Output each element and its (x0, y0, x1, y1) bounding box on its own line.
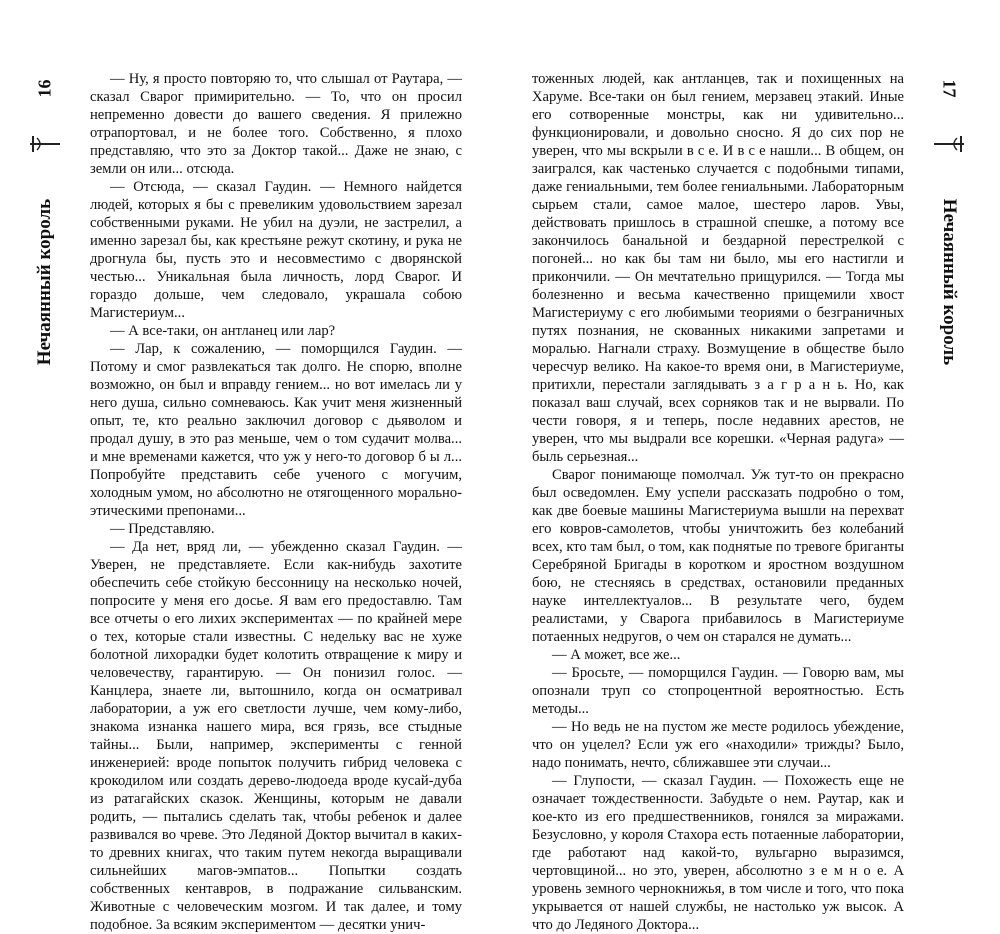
paragraph: — А может, все же... (552, 647, 681, 663)
paragraph: — Ну, я просто повторяю то, что слышал от Раутара, — сказал Сварог примирительно. — То, что он просил непременно довести до вашего сведения. Я прилежно отрапортовал, и не более того. Собственно, я плохо представляю, что это за Доктор такой... Даже не знаю, с земли он или... отсюда. (90, 71, 462, 177)
paragraph: — Представляю. (110, 521, 215, 537)
page-number: 16 (34, 79, 55, 97)
sword-emblem-icon (30, 114, 60, 174)
right-page (500, 0, 1000, 933)
paragraph: — Бросьте, — поморщился Гаудин. — Говорю вам, мы опознали труп со стопроцентной вероятностью. Есть методы... (532, 665, 904, 717)
paragraph: — А все-таки, он антланец или лар? (110, 323, 336, 339)
paragraph: — Отсюда, — сказал Гаудин. — Немного найдется людей, которых я бы с превеликим удовольствием зарезал собственными руками. Не убил на дуэли, не застрелил, а именно зарезал бы, как крестьяне режут скотину, и рука не дрогнула бы, пусть это и несовместимо с дворянской честью... Уникальная была личность, лорд Сварог. И гораздо дольше, чем следовало, украшала собою Магистериум... (90, 179, 462, 321)
left-page (0, 0, 500, 933)
paragraph: — Но ведь не на пустом же месте родилось убеждение, что он уцелел? Если уж его «находили» трижды? Было, надо понимать, нечто, сближавшее эти случаи... (532, 719, 904, 771)
paragraph: — Да нет, вряд ли, — убежденно сказал Гаудин. — Уверен, не представляете. Если как-нибудь захотите обеспечить себе стойкую бессонницу на несколько ночей, попросите у меня его досье. Я вам его предоставлю. Там все отчеты о его лихих экспериментах — по крайней мере о тех, которые стали известны. С недельку вас не хуже болотной лихорадки будет колотить отвращение к миру и человечеству, гарантирую. — Он понизил голос. — Канцлера, знаете ли, вытошнило, когда он осматривал лаборатории, а уж его светлости лучше, чем кому-либо, знакома изнанка нашего мира, вся грязь, все стыдные тайны... Были, например, эксперименты с генной инженерией: вроде попыток получить гибрид человека с крокодилом или создать дерево-людоеда вроде кусай-дуба из ратагайских сказок. Женщины, которым не давали родить, — пытались сделать так, чтобы ребенок и далее развивался во чреве. Это Ледяной Доктор вычитал в каких-то древних книгах, что таким путем некогда выращивали сильнейших магов-эмпатов... Попытки создать собственных кентавров, в подражание сильванским. Животные с человеческим мозгом. И так далее, и тому подобное. За всяким экспериментом — десятки унич- (90, 539, 462, 933)
left-running-header (30, 70, 60, 390)
left-body-text (90, 70, 462, 934)
page-number: 17 (939, 79, 960, 97)
right-running-header (934, 70, 964, 390)
running-title: Нечаянный король (939, 198, 961, 366)
paragraph: тоженных людей, как антланцев, так и похищенных на Харуме. Все-таки он был гением, мерзавец этакий. Иные его сотворенные монстры, как ни удивительно... функционировали, и довольно сносно. Я до сих пор не уверен, что мы вскрыли в с е. И в с е нашли... В общем, он заигрался, как частенько случается с подобными типами, даже гениальными, тем более гениальными. Лабораторным сырьем стали, самое малое, шестеро ларов. Увы, действовать пришлось в страшной спешке, а потому все закончилось банальной и бездарной перестрелкой с погоней... но как бы там ни было, мы его настигли и прикончили. — Он мечтательно прищурился. — Тогда мы болезненно и весьма качественно прищемили хвост Магистериуму с его любимыми теориями о безграничных путях познания, не скованных никакими запретами и моралью. Нагнали страху. Возмущение в обществе было чересчур велико. На какое-то время они, в Магистериуме, притихли, перестали заглядывать з а г р а н ь. Но, как показал ваш случай, всех сорняков так и не вырвали. По чести говоря, я и теперь, после недавних арестов, не уверен, что мы выдрали все корешки. «Черная радуга» — быль серьезная... (532, 71, 904, 465)
paragraph: — Лар, к сожалению, — поморщился Гаудин. — Потому и смог развлекаться так долго. Не спорю, вполне возможно, он был и вправду гением... но вот имелась ли у него душа, сильно сомневаюсь. Как учит меня жизненный опыт, те, кто реально заключил договор с дьяволом и продал душу, в это раз меньше, чем о том судачит молва... и мне временами кажется, что уж у него-то договор б ы л... Попробуйте представить себе ученого с могучим, холодным умом, но абсолютно не отягощенного морально-этическими препонами... (90, 341, 462, 519)
paragraph: — Глупости, — сказал Гаудин. — Похожесть еще не означает тождественности. Забудьте о нем. Раутар, как и кое-кто из его предшественников, гонялся за миражами. Безусловно, у короля Стахора есть потаенные лаборатории, где работают над какой-то, вульгарно выразимся, чертовщиной... но это, уверен, абсолютно з е м н о е. А уровень земного чернокнижья, в том числе и того, что пока укрывается от нашей службы, не настолько уж высок. А что до Ледяного Доктора... (532, 773, 904, 933)
sword-emblem-icon (934, 114, 964, 174)
paragraph: Сварог понимающе помолчал. Уж тут-то он прекрасно был осведомлен. Ему успели рассказать подробно о том, как две боевые машины Магистериума вышли на перехват его ковров-самолетов, чтобы уничтожить без колебаний всех, кто там был, о том, как поднятые по тревоге бриганты Серебряной Бригады в коротком и яростном воздушном бою, не стесняясь в средствах, остановили преданных науке интеллектуалов... В результате чего, будем реалистами, у Сварога прибавилось в Магистериуме потаенных недругов, о чем он старался не думать... (532, 467, 904, 645)
right-body-text (532, 70, 904, 934)
running-title: Нечаянный король (34, 198, 56, 366)
